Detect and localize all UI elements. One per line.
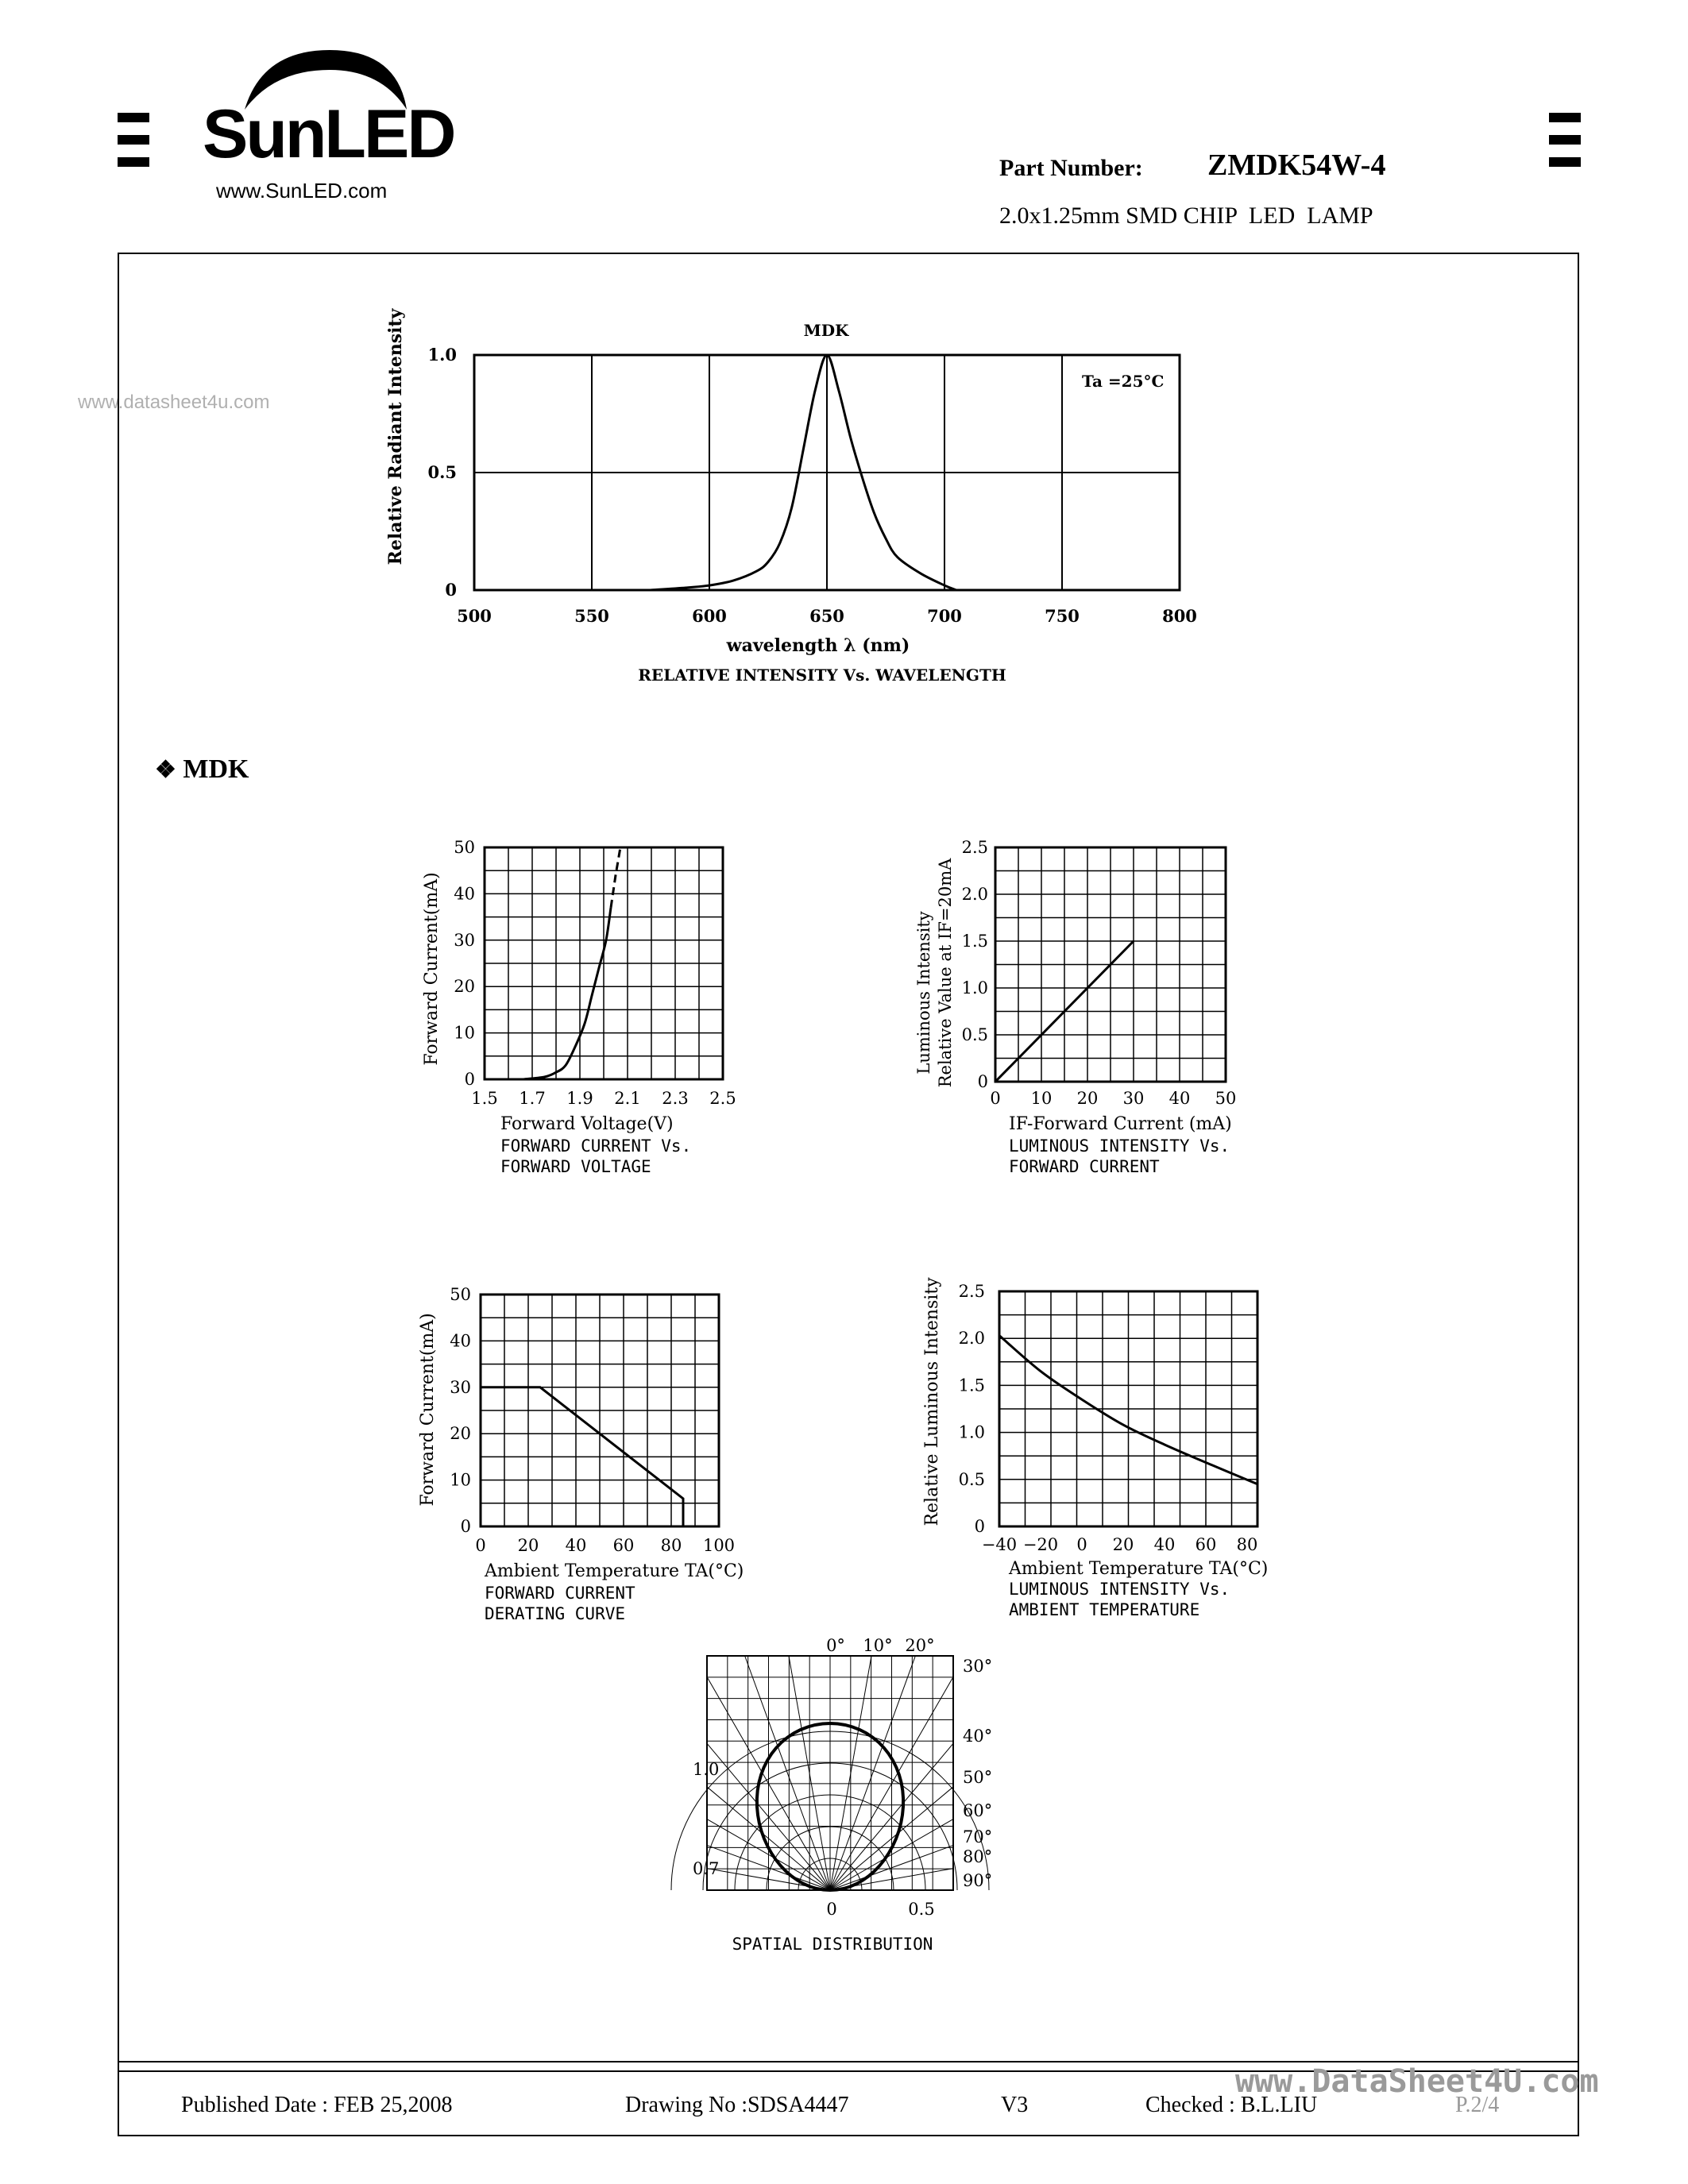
lum-if-y-tick-label: 0.5: [961, 1025, 988, 1044]
spectrum-title: RELATIVE INTENSITY Vs. WAVELENGTH: [638, 666, 1006, 685]
lum-temp-x-tick-label: 60: [1195, 1535, 1217, 1554]
lum-if-ylabel-line2: Relative Value at IF=20mA: [936, 858, 955, 1088]
iv-y-tick-label: 20: [454, 977, 475, 997]
section-title: [155, 754, 249, 785]
spectrum-x-tick-label: 650: [809, 606, 844, 626]
iv-y-tick-label: 10: [454, 1023, 475, 1043]
lum-if-x-tick-label: 20: [1076, 1089, 1099, 1108]
lum-if-xlabel: IF-Forward Current (mA): [1009, 1114, 1232, 1134]
spatial-value-0-7: 0.7: [693, 1859, 720, 1878]
lum-temp-x-tick-label: 80: [1236, 1535, 1258, 1554]
spatial-angle-40: 40°: [963, 1727, 993, 1746]
spectrum-y-tick-label: 0: [445, 580, 457, 600]
derating-x-tick-label: 60: [612, 1536, 635, 1555]
derating-y-tick-label: 50: [450, 1285, 471, 1304]
spatial-angle-70: 70°: [963, 1827, 993, 1846]
lum-if-y-tick-label: 2.0: [961, 885, 988, 904]
lum-temp-y-tick-label: 1.0: [958, 1422, 985, 1442]
iv-series-line: [523, 908, 611, 1079]
spectrum-ylabel: Relative Radiant Intensity: [385, 308, 406, 565]
derating-y-tick-label: 20: [450, 1424, 471, 1444]
spatial-angle-90: 90°: [963, 1871, 993, 1890]
lum-temp-y-tick-label: 1.5: [958, 1376, 985, 1395]
iv-x-tick-label: 1.9: [566, 1089, 593, 1108]
derating-ylabel: Forward Current(mA): [418, 1313, 438, 1507]
spatial-angle-30: 30°: [963, 1657, 993, 1676]
spectrum-x-tick-label: 700: [927, 606, 962, 626]
lum-temp-y-tick-label: 0.5: [958, 1469, 985, 1489]
derating-y-tick-label: 10: [450, 1470, 471, 1490]
iv-x-tick-label: 2.1: [614, 1089, 641, 1108]
derating-title-line1: FORWARD CURRENT: [485, 1584, 635, 1603]
derating-y-tick-label: 0: [460, 1517, 471, 1536]
lum-temp-xlabel: Ambient Temperature TA(°C): [1009, 1559, 1269, 1579]
spatial-spoke: [745, 1656, 830, 1890]
derating-title-line2: DERATING CURVE: [485, 1604, 626, 1623]
logo-text: SunLED: [203, 96, 454, 172]
lum-if-y-tick-label: 1.5: [961, 932, 988, 951]
iv-xlabel: Forward Voltage(V): [500, 1114, 674, 1134]
lum-if-title-line1: LUMINOUS INTENSITY Vs.: [1009, 1136, 1230, 1156]
lum-temp-x-tick-label: −20: [1022, 1535, 1059, 1554]
iv-series-extrapolation: [611, 847, 620, 908]
spectrum-condition: Ta =25°C: [1082, 372, 1165, 391]
lum-temp-y-tick-label: 2.0: [958, 1329, 985, 1349]
lum-if-y-tick-label: 2.5: [961, 838, 988, 857]
derating-xlabel: Ambient Temperature TA(°C): [485, 1561, 744, 1581]
lum-temp-x-tick-label: 0: [1076, 1535, 1087, 1554]
lum-temp-x-tick-label: −40: [981, 1535, 1018, 1554]
spatial-value-0-5: 0.5: [908, 1900, 935, 1919]
footer-checked: Checked : B.L.LIU: [1145, 2093, 1318, 2117]
iv-y-tick-label: 50: [454, 838, 475, 857]
section-bullet-icon: ❖: [155, 757, 176, 783]
lum-temp-y-tick-label: 0: [974, 1517, 985, 1536]
spatial-angle-60: 60°: [963, 1801, 993, 1820]
derating-y-tick-label: 30: [450, 1377, 471, 1397]
footer-version: V3: [1001, 2093, 1029, 2117]
footer-page: P.2/4: [1455, 2093, 1500, 2117]
spatial-angle-10: 10°: [863, 1636, 893, 1655]
lum-if-y-tick-label: 0: [977, 1072, 988, 1091]
derating-x-tick-label: 0: [475, 1536, 486, 1555]
lum-if-title-line2: FORWARD CURRENT: [1009, 1157, 1160, 1176]
spectrum-x-tick-label: 550: [574, 606, 609, 626]
logo-bars-left: [118, 113, 149, 167]
spatial-title: SPATIAL DISTRIBUTION: [732, 1935, 933, 1954]
spatial-angle-80: 80°: [963, 1847, 993, 1866]
spectrum-y-tick-label: 1.0: [427, 345, 457, 365]
lum-if-y-tick-label: 1.0: [961, 978, 988, 997]
iv-x-tick-label: 1.5: [471, 1089, 498, 1108]
spectrum-x-tick-label: 600: [692, 606, 727, 626]
logo-url[interactable]: www.SunLED.com: [216, 179, 388, 203]
section-title-text: MDK: [183, 754, 249, 784]
iv-ylabel: Forward Current(mA): [422, 872, 442, 1066]
lum-temp-x-tick-label: 20: [1112, 1535, 1134, 1554]
lum-temp-title-line2: AMBIENT TEMPERATURE: [1009, 1600, 1200, 1619]
iv-x-tick-label: 2.3: [662, 1089, 689, 1108]
lum-temp-ylabel: Relative Luminous Intensity: [922, 1277, 942, 1526]
lum-if-chart: [906, 826, 1279, 1187]
watermark-left: www.datasheet4u.com: [78, 392, 270, 413]
watermark-bottom: www.DataSheet4U.com: [1235, 2063, 1599, 2100]
lum-if-x-tick-label: 40: [1168, 1089, 1191, 1108]
iv-x-tick-label: 2.5: [709, 1089, 736, 1108]
spectrum-xlabel: wavelength λ (nm): [726, 635, 910, 656]
derating-x-tick-label: 100: [702, 1536, 736, 1555]
spatial-angle-0: 0°: [826, 1636, 845, 1655]
logo-bars-right: [1549, 113, 1581, 167]
lum-if-x-tick-label: 0: [990, 1089, 1001, 1108]
lum-if-ylabel-line1: Luminous Intensity: [914, 911, 933, 1075]
lum-if-x-tick-label: 10: [1030, 1089, 1053, 1108]
iv-title-line1: FORWARD CURRENT Vs.: [500, 1136, 692, 1156]
iv-y-tick-label: 30: [454, 930, 475, 950]
lum-temp-x-tick-label: 40: [1153, 1535, 1176, 1554]
derating-y-tick-label: 40: [450, 1331, 471, 1351]
spectrum-grid: [474, 355, 1180, 590]
iv-y-tick-label: 0: [464, 1070, 475, 1089]
spatial-angle-50: 50°: [963, 1768, 993, 1787]
iv-y-tick-label: 40: [454, 884, 475, 904]
iv-grid: [485, 847, 723, 1079]
part-number-label: Part Number:: [999, 155, 1143, 181]
spatial-value-1-0: 1.0: [693, 1760, 720, 1779]
footer-published-date: Published Date : FEB 25,2008: [181, 2093, 453, 2117]
iv-x-tick-label: 1.7: [519, 1089, 546, 1108]
spectrum-x-tick-label: 800: [1162, 606, 1197, 626]
spectrum-chart: [373, 306, 1263, 695]
spectrum-x-tick-label: 500: [457, 606, 492, 626]
spectrum-series-label: MDK: [803, 321, 849, 340]
spectrum-y-ticks: [427, 345, 457, 600]
lum-if-x-tick-label: 30: [1122, 1089, 1145, 1108]
spatial-value-0: 0: [826, 1900, 837, 1919]
lum-if-x-tick-label: 50: [1215, 1089, 1237, 1108]
iv-title-line2: FORWARD VOLTAGE: [500, 1157, 651, 1176]
spatial-distribution-chart: [651, 1632, 1017, 1966]
derating-chart: [409, 1275, 782, 1636]
derating-x-tick-label: 20: [517, 1536, 539, 1555]
part-number-value: ZMDK54W-4: [1207, 149, 1386, 182]
product-description: 2.0x1.25mm SMD CHIP LED LAMP: [999, 203, 1373, 229]
footer-rule-top: [118, 2061, 1579, 2062]
lum-temp-chart: [914, 1247, 1311, 1636]
spectrum-x-ticks: [457, 606, 1197, 626]
spectrum-y-tick-label: 0.5: [427, 462, 457, 482]
lum-temp-y-tick-label: 2.5: [958, 1282, 985, 1301]
derating-x-tick-label: 40: [565, 1536, 587, 1555]
spatial-spoke: [830, 1656, 915, 1890]
spectrum-x-tick-label: 750: [1045, 606, 1080, 626]
derating-x-tick-label: 80: [660, 1536, 682, 1555]
footer-drawing-number: Drawing No :SDSA4447: [625, 2093, 849, 2117]
lum-temp-title-line1: LUMINOUS INTENSITY Vs.: [1009, 1580, 1230, 1599]
iv-chart: [413, 834, 755, 1187]
spatial-angle-20: 20°: [905, 1636, 935, 1655]
